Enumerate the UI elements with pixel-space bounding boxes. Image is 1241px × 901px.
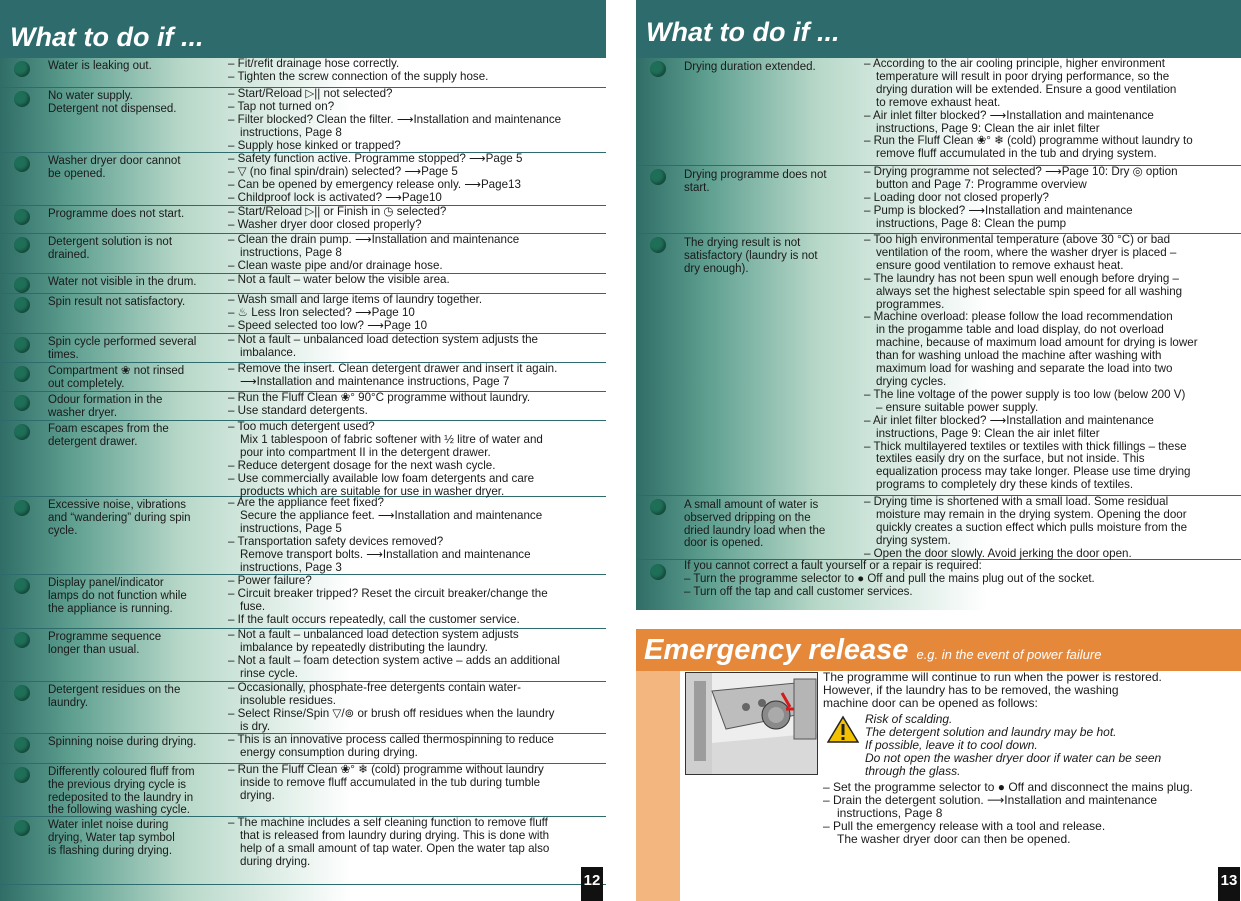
solution-line: – The laundry has not been spun well enough before drying – bbox=[864, 271, 1179, 285]
solution-text bbox=[228, 58, 604, 84]
solution-line: – Remove the insert. Clean detergent drawer and insert it again. bbox=[228, 362, 558, 375]
trouble-row bbox=[0, 58, 606, 88]
solution-text bbox=[228, 153, 604, 205]
bullet-dot-icon bbox=[14, 737, 30, 753]
problem-line: Washer dryer door cannot bbox=[48, 155, 181, 167]
problem-line: No water supply. bbox=[48, 90, 133, 102]
problem-text bbox=[48, 736, 224, 749]
solution-line: Mix 1 tablespoon of fabric softener with ½ litre of water and bbox=[240, 432, 543, 446]
solution-line: – Use commercially available low foam detergents and care bbox=[228, 471, 535, 485]
text-line: The detergent solution and laundry may be hot. bbox=[865, 725, 1117, 740]
problem-line: satisfactory (laundry is not bbox=[684, 249, 818, 262]
bullet-dot-icon bbox=[14, 91, 30, 107]
problem-line: the appliance is running. bbox=[48, 602, 173, 615]
problem-line: The drying result is not bbox=[684, 237, 801, 249]
solution-line: quickly creates a suction effect which pulls moisture from the bbox=[876, 520, 1188, 534]
solution-text bbox=[864, 166, 1240, 231]
solution-line: instructions, Page 9: Clean the air inlet filter bbox=[876, 121, 1100, 135]
solution-line: – Tighten the screw connection of the supply hose. bbox=[228, 69, 489, 83]
problem-line: dried laundry load when the bbox=[684, 524, 826, 537]
trouble-row bbox=[0, 206, 606, 234]
solution-line: – Circuit breaker tripped? Reset the circuit breaker/change the bbox=[228, 586, 548, 600]
solution-text bbox=[228, 294, 604, 333]
solution-line: – Not a fault – water below the visible area. bbox=[228, 273, 450, 286]
solution-line: fuse. bbox=[240, 599, 266, 613]
solution-line: – Not a fault – unbalanced load detection system adjusts bbox=[228, 628, 519, 641]
solution-line: Secure the appliance feet. ⟶Installation and maintenance bbox=[240, 508, 543, 522]
problem-line: Detergent residues on the bbox=[48, 684, 181, 696]
solution-line: drying. bbox=[240, 788, 275, 802]
solution-line: – Drying time is shortened with a small load. Some residual bbox=[864, 495, 1169, 508]
solution-line: – Not a fault – unbalanced load detection system adjusts the bbox=[228, 333, 539, 346]
solution-text bbox=[228, 734, 604, 760]
problem-line: Display panel/indicator bbox=[48, 577, 164, 589]
problem-line: start. bbox=[684, 181, 710, 194]
solution-line: – Loading door not closed properly? bbox=[864, 190, 1049, 204]
problem-text bbox=[48, 577, 224, 615]
problem-line: redeposited to the laundry in bbox=[48, 791, 194, 804]
warning-triangle-icon bbox=[827, 715, 859, 746]
solution-line: help of a small amount of tap water. Open the water tap also bbox=[240, 841, 550, 855]
left-page-title: What to do if ... bbox=[0, 0, 606, 58]
text-line: Risk of scalding. bbox=[865, 712, 953, 727]
solution-line: during drying. bbox=[240, 854, 311, 868]
bullet-dot-icon bbox=[14, 395, 30, 411]
solution-line: instructions, Page 8 bbox=[240, 125, 342, 139]
solution-line: – Reduce detergent dosage for the next wash cycle. bbox=[228, 458, 496, 472]
solution-text bbox=[228, 88, 604, 153]
solution-line: imbalance by repeatedly distributing the laundry. bbox=[240, 640, 488, 654]
problem-text bbox=[48, 499, 224, 537]
bullet-dot-icon bbox=[14, 500, 30, 516]
solution-line: – Thick multilayered textiles or textiles with thick fillings – these bbox=[864, 439, 1187, 453]
solution-line: always set the highest selectable spin speed for all washing bbox=[876, 284, 1183, 298]
solution-line: imbalance. bbox=[240, 345, 297, 359]
problem-line: Compartment ❀ not rinsed bbox=[48, 365, 185, 377]
problem-text bbox=[684, 169, 856, 195]
solution-line: – Washer dryer door closed properly? bbox=[228, 217, 422, 231]
solution-line: – Clean waste pipe and/or drainage hose. bbox=[228, 258, 443, 272]
trouble-row bbox=[0, 274, 606, 294]
left-troubleshooting-table bbox=[0, 58, 606, 885]
solution-line: – Speed selected too low? ⟶Page 10 bbox=[228, 318, 428, 332]
solution-line: – Select Rinse/Spin ▽/⊚ or brush off residues when the laundry bbox=[228, 706, 555, 720]
solution-text bbox=[228, 274, 604, 287]
solution-line: instructions, Page 8 bbox=[240, 245, 342, 259]
solution-line: – Transportation safety devices removed? bbox=[228, 534, 444, 548]
problem-text bbox=[48, 631, 224, 657]
trouble-row bbox=[0, 294, 606, 334]
problem-line: Programme sequence bbox=[48, 631, 162, 643]
solution-line: rinse cycle. bbox=[240, 666, 298, 680]
problem-line: the following washing cycle. bbox=[48, 804, 190, 817]
solution-line: drying system. bbox=[876, 533, 951, 547]
solution-text bbox=[228, 206, 604, 232]
solution-line: instructions, Page 3 bbox=[240, 560, 342, 574]
solution-line: – Wash small and large items of laundry together. bbox=[228, 293, 483, 306]
solution-line: – Use standard detergents. bbox=[228, 403, 368, 417]
bullet-dot-icon bbox=[14, 632, 30, 648]
solution-text bbox=[228, 629, 604, 681]
problem-line: Water not visible in the drum. bbox=[48, 276, 197, 288]
trouble-row bbox=[0, 392, 606, 421]
solution-text bbox=[228, 392, 604, 418]
trouble-row bbox=[0, 153, 606, 206]
bullet-dot-icon bbox=[14, 578, 30, 594]
solution-line: ventilation of the room, where the washer dryer is placed – bbox=[876, 245, 1177, 259]
emergency-release-header bbox=[636, 629, 1241, 671]
text-line: Do not open the washer dryer door if water can be seen bbox=[865, 750, 1162, 765]
problem-line: Odour formation in the bbox=[48, 394, 163, 406]
solution-line: pour into compartment II in the detergent drawer. bbox=[240, 445, 491, 459]
bullet-dot-icon bbox=[14, 237, 30, 253]
solution-line: – Fit/refit drainage hose correctly. bbox=[228, 57, 400, 70]
emergency-side-strip bbox=[636, 671, 680, 901]
solution-line: instructions, Page 8: Clean the pump bbox=[876, 216, 1067, 230]
solution-line: energy consumption during drying. bbox=[240, 745, 418, 759]
text-line: – Drain the detergent solution. ⟶Installation and maintenance bbox=[823, 793, 1158, 808]
trouble-row bbox=[0, 497, 606, 575]
bullet-dot-icon bbox=[650, 169, 666, 185]
solution-line: – According to the air cooling principle, higher environment bbox=[864, 57, 1165, 70]
solution-text bbox=[228, 764, 604, 803]
solution-line: – Not a fault – foam detection system active – adds an additional bbox=[228, 653, 560, 667]
trouble-row bbox=[0, 734, 606, 764]
trouble-row bbox=[0, 682, 606, 734]
problem-text bbox=[684, 499, 856, 550]
trouble-row bbox=[0, 817, 606, 885]
bullet-dot-icon bbox=[14, 424, 30, 440]
problem-text bbox=[48, 276, 224, 289]
problem-line: washer dryer. bbox=[48, 406, 118, 419]
problem-text bbox=[48, 365, 224, 391]
solution-line: – Too much detergent used? bbox=[228, 420, 375, 433]
solution-line: remove fluff accumulated in the tub and drying system. bbox=[876, 147, 1157, 161]
problem-line: door is opened. bbox=[684, 537, 764, 550]
trouble-row bbox=[0, 234, 606, 274]
bullet-dot-icon bbox=[14, 685, 30, 701]
solution-text bbox=[228, 363, 604, 389]
problem-text bbox=[48, 684, 224, 710]
problem-line: dry enough). bbox=[684, 262, 749, 275]
solution-line: ensure good ventilation to remove exhaust heat. bbox=[876, 258, 1124, 272]
text-line: – Pull the emergency release with a tool and release. bbox=[823, 818, 1106, 833]
page-number-right: 13 bbox=[1218, 867, 1240, 901]
solution-line: instructions, Page 5 bbox=[240, 521, 342, 535]
problem-line: Drying duration extended. bbox=[684, 61, 816, 73]
solution-line: – Power failure? bbox=[228, 574, 312, 587]
problem-line: Excessive noise, vibrations bbox=[48, 499, 187, 511]
problem-line: Detergent not dispensed. bbox=[48, 102, 177, 115]
solution-line: programmes. bbox=[876, 297, 945, 311]
solution-line: – Run the Fluff Clean ❀° ❄ (cold) programme without laundry to bbox=[864, 134, 1193, 148]
problem-line: out completely. bbox=[48, 377, 125, 390]
problem-line: Detergent solution is not bbox=[48, 236, 173, 248]
solution-line: – Run the Fluff Clean ❀° ❄ (cold) programme without laundry bbox=[228, 763, 544, 776]
problem-line: laundry. bbox=[48, 696, 89, 709]
trouble-row bbox=[0, 575, 606, 629]
solution-line: – Drying programme not selected? ⟶Page 10: Dry ◎ option bbox=[864, 165, 1178, 178]
bullet-dot-icon bbox=[14, 820, 30, 836]
emergency-release-text bbox=[823, 671, 1241, 845]
trouble-row bbox=[0, 629, 606, 682]
trouble-row bbox=[0, 421, 606, 497]
problem-text bbox=[684, 61, 856, 74]
problem-line: times. bbox=[48, 348, 79, 361]
solution-line: instructions, Page 9: Clean the air inlet filter bbox=[876, 426, 1100, 440]
problem-text bbox=[48, 60, 224, 73]
problem-text bbox=[48, 296, 224, 309]
problem-text bbox=[48, 819, 224, 857]
solution-line: – ▽ (no final spin/drain) selected? ⟶Page 5 bbox=[228, 164, 458, 178]
solution-text bbox=[228, 421, 604, 498]
problem-line: Water inlet noise during bbox=[48, 819, 169, 831]
right-page bbox=[636, 0, 1241, 901]
emergency-steps bbox=[823, 781, 1241, 845]
solution-line: – Clean the drain pump. ⟶Installation and maintenance bbox=[228, 233, 520, 246]
trouble-row bbox=[0, 334, 606, 363]
page-number-left: 12 bbox=[581, 867, 603, 901]
problem-line: Foam escapes from the bbox=[48, 423, 169, 435]
solution-text bbox=[228, 682, 604, 734]
solution-line: programs to completely dry these kinds of textiles. bbox=[876, 478, 1134, 492]
problem-line: detergent drawer. bbox=[48, 435, 138, 448]
solution-line: – Filter blocked? Clean the filter. ⟶Installation and maintenance bbox=[228, 112, 562, 126]
bullet-dot-icon bbox=[14, 337, 30, 353]
problem-line: and “wandering” during spin bbox=[48, 511, 191, 524]
emergency-release-title: Emergency release bbox=[644, 634, 909, 666]
bullet-dot-icon bbox=[650, 499, 666, 515]
solution-text bbox=[228, 334, 604, 360]
bullet-dot-icon bbox=[14, 767, 30, 783]
solution-line: in the progamme table and load display, do not overload bbox=[876, 323, 1164, 337]
solution-line: is dry. bbox=[240, 719, 271, 733]
problem-line: cycle. bbox=[48, 524, 78, 537]
text-line: through the glass. bbox=[865, 763, 961, 778]
solution-line: ⟶Installation and maintenance instructions, Page 7 bbox=[240, 374, 510, 388]
solution-line: – Machine overload: please follow the load recommendation bbox=[864, 310, 1173, 324]
problem-text bbox=[48, 90, 224, 116]
problem-text bbox=[684, 237, 856, 275]
final-note-text bbox=[684, 560, 1240, 598]
problem-line: Spin cycle performed several bbox=[48, 336, 197, 348]
trouble-row bbox=[636, 58, 1241, 166]
solution-line: drying duration will be extended. Ensure a good ventilation bbox=[876, 82, 1177, 96]
solution-line: – ensure suitable power supply. bbox=[876, 400, 1039, 414]
problem-text bbox=[48, 394, 224, 420]
solution-line: – Occasionally, phosphate-free detergents contain water- bbox=[228, 681, 522, 694]
problem-line: Water is leaking out. bbox=[48, 60, 152, 72]
text-line: instructions, Page 8 bbox=[837, 805, 943, 820]
problem-text bbox=[48, 155, 224, 181]
solution-line: inside to remove fluff accumulated in the tub during tumble bbox=[240, 775, 541, 789]
trouble-row bbox=[636, 496, 1241, 560]
problem-line: Differently coloured fluff from bbox=[48, 766, 195, 778]
solution-line: – Open the door slowly. Avoid jerking the door open. bbox=[864, 546, 1132, 560]
solution-text bbox=[228, 497, 604, 574]
problem-line: drained. bbox=[48, 248, 90, 261]
solution-line: – Supply hose kinked or trapped? bbox=[228, 138, 401, 152]
problem-line: Spin result not satisfactory. bbox=[48, 296, 186, 308]
problem-line: the previous drying cycle is bbox=[48, 778, 187, 791]
solution-text bbox=[228, 575, 604, 627]
solution-line: maximum load for washing and separate the load into two bbox=[876, 362, 1173, 376]
text-line: The programme will continue to run when the power is restored. bbox=[823, 670, 1162, 684]
problem-line: lamps do not function while bbox=[48, 589, 187, 602]
solution-line: – Too high environmental temperature (above 30 °C) or bad bbox=[864, 233, 1171, 246]
solution-line: – Start/Reload ▷|| not selected? bbox=[228, 87, 393, 100]
emergency-release-illustration bbox=[685, 672, 818, 775]
emergency-intro bbox=[823, 671, 1241, 709]
solution-line: equalization process may take longer. Please use time drying bbox=[876, 465, 1191, 479]
text-line: The washer dryer door can then be opened. bbox=[837, 831, 1071, 846]
trouble-row bbox=[0, 363, 606, 392]
text-line: However, if the laundry has to be removed, the washing bbox=[823, 682, 1119, 697]
solution-line: – Can be opened by emergency release only. ⟶Page13 bbox=[228, 177, 521, 191]
solution-line: – Childproof lock is activated? ⟶Page10 bbox=[228, 190, 442, 204]
solution-text bbox=[864, 234, 1240, 492]
bullet-dot-icon bbox=[650, 564, 666, 580]
trouble-row bbox=[0, 88, 606, 153]
solution-line: button and Page 7: Programme overview bbox=[876, 177, 1087, 191]
bullet-dot-icon bbox=[14, 366, 30, 382]
problem-line: Spinning noise during drying. bbox=[48, 736, 197, 748]
bullet-dot-icon bbox=[14, 277, 30, 293]
problem-text bbox=[48, 336, 224, 362]
problem-line: A small amount of water is bbox=[684, 499, 819, 511]
final-note-line: – Turn the programme selector to ● Off and pull the mains plug out of the socket. bbox=[684, 572, 1095, 585]
solution-line: – Safety function active. Programme stopped? ⟶Page 5 bbox=[228, 152, 523, 165]
trouble-row bbox=[0, 764, 606, 817]
final-note-row bbox=[636, 560, 1241, 602]
solution-line: than for washing unload the machine after washing with bbox=[876, 349, 1162, 363]
problem-line: be opened. bbox=[48, 167, 106, 180]
text-line: machine door can be opened as follows: bbox=[823, 695, 1038, 710]
problem-line: Drying programme does not bbox=[684, 169, 827, 181]
solution-text bbox=[864, 496, 1240, 561]
bullet-dot-icon bbox=[650, 237, 666, 253]
solution-line: – Pump is blocked? ⟶Installation and maintenance bbox=[864, 203, 1133, 217]
problem-line: longer than usual. bbox=[48, 643, 140, 656]
text-line: If possible, leave it to cool down. bbox=[865, 737, 1038, 752]
solution-line: products which are suitable for use in washer dryer. bbox=[240, 484, 505, 498]
solution-line: that is released from laundry during drying. This is done with bbox=[240, 828, 550, 842]
solution-line: – This is an innovative process called thermospinning to reduce bbox=[228, 733, 554, 746]
solution-line: – Air inlet filter blocked? ⟶Installation and maintenance bbox=[864, 108, 1154, 122]
bullet-dot-icon bbox=[14, 156, 30, 172]
bullet-dot-icon bbox=[14, 61, 30, 77]
solution-line: machine, because of maximum load amount for drying is lower bbox=[876, 336, 1198, 350]
text-line: – Set the programme selector to ● Off and disconnect the mains plug. bbox=[823, 780, 1193, 795]
left-page bbox=[0, 0, 606, 901]
bullet-dot-icon bbox=[14, 209, 30, 225]
solution-line: to remove exhaust heat. bbox=[876, 95, 1001, 109]
bullet-dot-icon bbox=[14, 297, 30, 313]
final-note-line: If you cannot correct a fault yourself or a repair is required: bbox=[684, 560, 982, 572]
solution-line: moisture may remain in the drying system. Opening the door bbox=[876, 507, 1187, 521]
problem-text bbox=[48, 766, 224, 817]
trouble-row bbox=[636, 234, 1241, 496]
solution-text bbox=[228, 234, 604, 273]
solution-line: – Are the appliance feet fixed? bbox=[228, 496, 384, 509]
solution-line: temperature will result in poor drying performance, so the bbox=[876, 69, 1170, 83]
solution-line: – Run the Fluff Clean ❀° 90°C programme without laundry. bbox=[228, 391, 531, 404]
problem-text bbox=[48, 208, 224, 221]
right-page-title: What to do if ... bbox=[636, 0, 1241, 58]
solution-text bbox=[228, 817, 604, 869]
solution-line: – The machine includes a self cleaning function to remove fluff bbox=[228, 816, 548, 829]
problem-line: drying, Water tap symbol bbox=[48, 831, 175, 844]
bullet-dot-icon bbox=[650, 61, 666, 77]
solution-line: – Start/Reload ▷|| or Finish in ◷ selected? bbox=[228, 205, 447, 218]
problem-text bbox=[48, 423, 224, 449]
solution-line: – Tap not turned on? bbox=[228, 99, 335, 113]
emergency-release-subtitle: e.g. in the event of power failure bbox=[916, 647, 1102, 662]
solution-line: textiles easily dry on the surface, but not inside. This bbox=[876, 452, 1145, 466]
problem-line: is flashing during drying. bbox=[48, 844, 173, 857]
scalding-warning bbox=[823, 713, 1241, 777]
trouble-row bbox=[636, 166, 1241, 234]
solution-line: drying cycles. bbox=[876, 374, 947, 388]
solution-line: – ♨ Less Iron selected? ⟶Page 10 bbox=[228, 305, 415, 319]
right-troubleshooting-table bbox=[636, 58, 1241, 602]
problem-text bbox=[48, 236, 224, 262]
final-note-line: – Turn off the tap and call customer services. bbox=[684, 585, 913, 598]
solution-line: insoluble residues. bbox=[240, 693, 337, 707]
solution-line: – Air inlet filter blocked? ⟶Installation and maintenance bbox=[864, 413, 1154, 427]
problem-line: observed dripping on the bbox=[684, 511, 811, 524]
solution-line: Remove transport bolts. ⟶Installation and maintenance bbox=[240, 547, 531, 561]
solution-line: – If the fault occurs repeatedly, call the customer service. bbox=[228, 612, 520, 626]
problem-line: Programme does not start. bbox=[48, 208, 185, 220]
solution-line: – The line voltage of the power supply is too low (below 200 V) bbox=[864, 387, 1186, 401]
solution-text bbox=[864, 58, 1240, 161]
